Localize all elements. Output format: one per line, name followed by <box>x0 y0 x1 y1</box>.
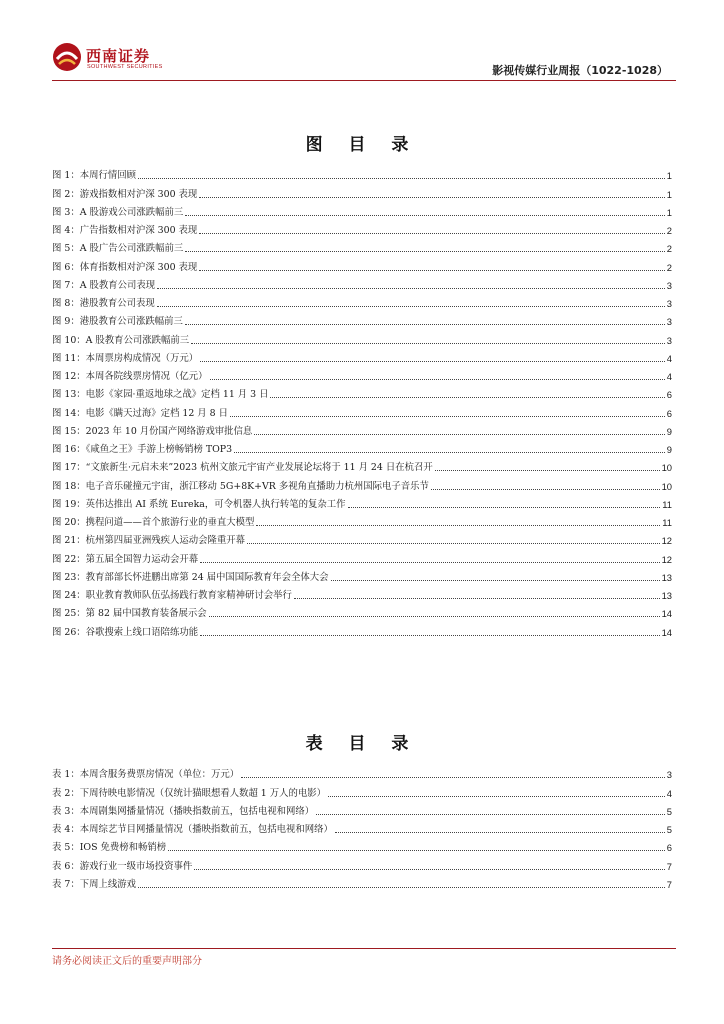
toc-entry[interactable] <box>52 400 672 418</box>
toc-entry-label: 图 1：本周行情回顾 <box>52 170 136 182</box>
toc-entry-label: 图 5：A 股广告公司涨跌幅前三 <box>52 243 184 255</box>
toc-dot-leader <box>435 470 660 471</box>
toc-entry-page-number: 7 <box>666 860 672 872</box>
toc-entry-label: 表 2：下周待映电影情况（仅统计猫眼想看人数超 1 万人的电影） <box>52 787 326 799</box>
toc-entry-label: 图 18：电子音乐碰撞元宇宙，浙江移动 5G+8K+VR 多视角直播助力杭州国际电子音乐节 <box>52 480 429 492</box>
footer-divider <box>52 948 676 949</box>
toc-entry-label: 图 2：游戏指数相对沪深 300 表现 <box>52 188 198 200</box>
toc-entry-page-number: 6 <box>666 842 672 854</box>
toc-entry-page-number: 3 <box>666 279 672 291</box>
toc-dot-leader <box>210 379 665 380</box>
toc-entry[interactable] <box>52 382 672 400</box>
toc-entry-page-number: 12 <box>661 535 672 547</box>
toc-entry-page-number: 5 <box>666 805 672 817</box>
toc-dot-leader <box>199 233 664 234</box>
toc-entry-label: 图 20：携程问道——首个旅游行业的垂直大模型 <box>52 517 255 528</box>
toc-entry-label: 图 25：第 82 届中国教育装备展示会 <box>52 608 207 620</box>
toc-entry-page-number: 10 <box>661 462 672 474</box>
toc-entry-page-number: 5 <box>666 824 672 835</box>
toc-entry[interactable] <box>52 799 672 817</box>
toc-entry[interactable] <box>52 364 672 382</box>
logo-mark-icon <box>52 42 82 72</box>
toc-entry-page-number: 11 <box>662 498 672 510</box>
toc-entry-label: 图 23：教育部部长怀进鹏出席第 24 届中国国际教育年会全体大会 <box>52 571 329 583</box>
toc-entry-page-number: 4 <box>666 787 672 799</box>
toc-entry[interactable] <box>52 601 672 619</box>
toc-entry[interactable] <box>52 346 672 364</box>
toc-entry[interactable] <box>52 872 672 890</box>
toc-dot-leader <box>335 832 665 833</box>
toc-entry-page-number: 4 <box>666 371 672 382</box>
toc-entry-label: 图 7：A 股教育公司表现 <box>52 279 156 291</box>
toc-entry-page-number: 14 <box>661 608 672 620</box>
toc-dot-leader <box>348 507 661 508</box>
toc-dot-leader <box>234 452 665 453</box>
toc-dot-leader <box>331 580 660 581</box>
toc-dot-leader <box>256 525 660 526</box>
toc-entry-label: 图 4：广告指数相对沪深 300 表现 <box>52 225 198 236</box>
toc-dot-leader <box>185 251 665 252</box>
toc-entry-page-number: 6 <box>666 389 672 401</box>
toc-entry[interactable] <box>52 546 672 564</box>
footer-disclaimer: 请务必阅读正文后的重要声明部分 <box>52 956 202 967</box>
toc-entry-label: 图 6：体育指数相对沪深 300 表现 <box>52 261 198 273</box>
toc-entry-page-number: 3 <box>666 769 672 781</box>
toc-entry[interactable] <box>52 200 672 218</box>
toc-entry-label: 图 16：《咸鱼之王》手游上榜畅销榜 TOP3 <box>52 444 233 455</box>
toc-entry[interactable] <box>52 254 672 272</box>
toc-entry[interactable] <box>52 853 672 871</box>
toc-dot-leader <box>138 887 665 888</box>
toc-entry-label: 表 6：游戏行业一级市场投资事件 <box>52 860 193 872</box>
toc-entry-page-number: 14 <box>661 626 672 638</box>
logo-text-en: SOUTHWEST SECURITIES <box>87 64 163 70</box>
toc-entry-page-number: 2 <box>666 225 672 236</box>
toc-dot-leader <box>157 306 665 307</box>
toc-entry-page-number: 2 <box>666 243 672 255</box>
toc-entry-label: 图 8：港股教育公司表现 <box>52 298 155 309</box>
toc-dot-leader <box>200 562 659 563</box>
toc-entry-label: 图 3：A 股游戏公司涨跌幅前三 <box>52 206 184 218</box>
figures-toc-title: 图 目 录 <box>305 135 419 155</box>
toc-entry-page-number: 2 <box>666 261 672 273</box>
header-divider <box>52 80 676 81</box>
toc-entry[interactable] <box>52 835 672 853</box>
toc-entry[interactable] <box>52 565 672 583</box>
toc-entry[interactable] <box>52 291 672 309</box>
toc-dot-leader <box>199 270 664 271</box>
toc-dot-leader <box>168 850 665 851</box>
toc-entry-page-number: 9 <box>666 444 672 455</box>
toc-dot-leader <box>209 616 660 617</box>
company-logo <box>52 42 202 78</box>
toc-dot-leader <box>294 598 660 599</box>
toc-entry-page-number: 11 <box>662 517 672 528</box>
toc-dot-leader <box>194 869 665 870</box>
toc-entry[interactable] <box>52 492 672 510</box>
toc-entry[interactable] <box>52 309 672 327</box>
toc-entry-label: 图 21：杭州第四届亚洲残疾人运动会隆重开幕 <box>52 535 246 547</box>
toc-dot-leader <box>185 324 665 325</box>
toc-dot-leader <box>199 197 664 198</box>
toc-dot-leader <box>431 489 660 490</box>
toc-entry-label: 图 13：电影《家园·重返地球之战》定档 11 月 3 日 <box>52 389 269 401</box>
logo-text-cn: 西南证券 <box>86 47 151 65</box>
toc-entry[interactable] <box>52 762 672 780</box>
toc-dot-leader <box>157 288 665 289</box>
toc-entry[interactable] <box>52 163 672 181</box>
toc-entry[interactable] <box>52 419 672 437</box>
toc-entry-label: 图 24：职业教育教师队伍弘扬践行教育家精神研讨会举行 <box>52 590 292 601</box>
toc-entry-page-number: 12 <box>661 553 672 565</box>
toc-entry-page-number: 3 <box>666 298 672 309</box>
toc-entry[interactable] <box>52 583 672 601</box>
toc-entry[interactable] <box>52 236 672 254</box>
toc-entry-label: 图 10：A 股教育公司涨跌幅前三 <box>52 334 190 346</box>
toc-entry-label: 表 1：本周含服务费票房情况（单位：万元） <box>52 769 240 781</box>
report-title: 影视传媒行业周报（1022-1028） <box>492 64 668 77</box>
toc-dot-leader <box>138 178 665 179</box>
toc-dot-leader <box>254 434 665 435</box>
toc-entry-page-number: 9 <box>666 425 672 437</box>
toc-entry-label: 图 12：本周各院线票房情况（亿元） <box>52 371 208 382</box>
toc-dot-leader <box>230 416 665 417</box>
toc-entry-label: 图 19：英伟达推出 AI 系统 Eureka，可令机器人执行转笔的复杂工作 <box>52 498 346 510</box>
tables-toc-title: 表 目 录 <box>305 734 419 754</box>
toc-entry[interactable] <box>52 780 672 798</box>
toc-entry-page-number: 10 <box>661 480 672 492</box>
toc-entry-label: 图 11：本周票房构成情况（万元） <box>52 352 199 364</box>
toc-entry-page-number: 13 <box>661 571 672 583</box>
toc-entry-label: 图 14：电影《瞒天过海》定档 12 月 8 日 <box>52 407 228 419</box>
toc-entry-label: 表 3：本周剧集网播量情况（播映指数前五，包括电视和网络） <box>52 805 315 817</box>
toc-entry-page-number: 13 <box>661 590 672 601</box>
toc-entry[interactable] <box>52 181 672 199</box>
toc-entry[interactable] <box>52 327 672 345</box>
toc-entry-label: 图 22：第五届全国智力运动会开幕 <box>52 553 199 565</box>
toc-entry-page-number: 1 <box>666 188 672 200</box>
toc-entry-label: 表 4：本周综艺节目网播量情况（播映指数前五，包括电视和网络） <box>52 824 333 835</box>
toc-dot-leader <box>328 796 665 797</box>
toc-entry-page-number: 3 <box>666 334 672 346</box>
toc-dot-leader <box>270 397 664 398</box>
toc-entry-label: 图 9：港股教育公司涨跌幅前三 <box>52 316 183 328</box>
toc-entry-label: 图 15：2023 年 10 月份国产网络游戏审批信息 <box>52 425 253 437</box>
toc-entry[interactable] <box>52 218 672 236</box>
toc-entry-page-number: 4 <box>666 352 672 364</box>
toc-entry[interactable] <box>52 528 672 546</box>
toc-entry-label: 表 7：下周上线游戏 <box>52 878 136 890</box>
toc-entry[interactable] <box>52 619 672 637</box>
toc-entry-label: 表 5：IOS 免费榜和畅销榜 <box>52 842 167 854</box>
toc-dot-leader <box>200 635 659 636</box>
figures-toc-list <box>52 163 672 638</box>
toc-entry-page-number: 1 <box>666 206 672 218</box>
toc-entry-page-number: 3 <box>666 316 672 328</box>
toc-entry-label: 图 26：谷歌搜索上线口语陪练功能 <box>52 626 199 638</box>
toc-entry-page-number: 7 <box>666 878 672 890</box>
toc-dot-leader <box>241 777 665 778</box>
page-header <box>52 40 676 84</box>
toc-entry-page-number: 1 <box>666 170 672 182</box>
toc-entry[interactable] <box>52 473 672 491</box>
toc-entry[interactable] <box>52 510 672 528</box>
toc-entry[interactable] <box>52 455 672 473</box>
tables-toc-list <box>52 762 672 890</box>
toc-dot-leader <box>185 215 665 216</box>
toc-entry[interactable] <box>52 817 672 835</box>
toc-dot-leader <box>247 543 660 544</box>
toc-entry-label: 图 17：“文旅新生·元启未来”2023 杭州文旅元宇宙产业发展论坛将于 11 月 24 日在杭召开 <box>52 462 433 474</box>
toc-dot-leader <box>316 814 665 815</box>
toc-dot-leader <box>200 361 665 362</box>
toc-entry[interactable] <box>52 437 672 455</box>
toc-entry-page-number: 6 <box>666 407 672 419</box>
toc-entry[interactable] <box>52 273 672 291</box>
toc-dot-leader <box>191 343 665 344</box>
